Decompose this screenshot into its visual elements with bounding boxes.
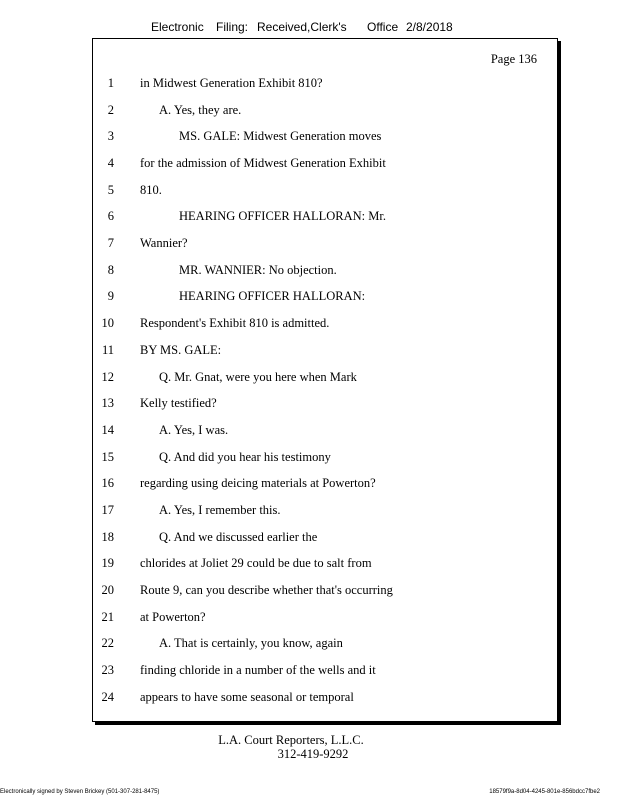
line-text: Route 9, can you describe whether that's occurring	[140, 583, 393, 597]
line-number: 3	[107, 129, 114, 143]
line-number: 6	[107, 209, 114, 223]
line-number: 18	[101, 530, 114, 544]
line-number: 4	[107, 156, 114, 170]
document-hash: 18579f9a-8d04-4245-801e-856bdcc7fbe2	[489, 789, 600, 795]
line-number: 21	[101, 610, 114, 624]
line-number: 19	[101, 556, 114, 570]
line-text: A. Yes, they are.	[159, 103, 242, 117]
line-number: 8	[107, 263, 114, 277]
line-number: 22	[101, 636, 114, 650]
line-text: Wannier?	[140, 236, 188, 250]
header-electronic: Electronic	[151, 20, 204, 34]
header-date: 2/8/2018	[406, 20, 453, 34]
electronic-signature: Electronically signed by Steven Brickey (501-307-281-8475)	[0, 789, 160, 795]
page-number: Page 136	[490, 52, 537, 66]
line-text: regarding using deicing materials at Powerton?	[140, 476, 376, 490]
header-received: Received,Clerk's	[257, 20, 347, 34]
line-number: 2	[107, 103, 114, 117]
line-text: HEARING OFFICER HALLORAN: Mr.	[179, 209, 386, 223]
line-text: MS. GALE: Midwest Generation moves	[179, 129, 382, 143]
line-text: Kelly testified?	[140, 396, 217, 410]
line-number: 13	[101, 396, 114, 410]
line-text: Q. And we discussed earlier the	[159, 530, 318, 544]
line-number: 23	[101, 663, 114, 677]
line-number: 10	[101, 316, 114, 330]
line-text: finding chloride in a number of the wells and it	[140, 663, 376, 677]
header-office: Office	[367, 20, 399, 34]
line-number: 24	[101, 690, 114, 704]
line-number: 7	[107, 236, 114, 250]
line-text: Respondent's Exhibit 810 is admitted.	[140, 316, 330, 330]
line-text: A. Yes, I remember this.	[159, 503, 281, 517]
footer-phone: 312-419-9292	[277, 747, 349, 761]
line-number: 16	[101, 476, 114, 490]
line-text: HEARING OFFICER HALLORAN:	[179, 289, 366, 303]
line-number: 17	[101, 503, 114, 517]
line-number: 14	[101, 423, 114, 437]
line-text: A. Yes, I was.	[159, 423, 229, 437]
line-text: at Powerton?	[140, 610, 206, 624]
line-text: chlorides at Joliet 29 could be due to salt from	[140, 556, 372, 570]
line-text: BY MS. GALE:	[140, 343, 222, 357]
line-number: 12	[101, 370, 114, 384]
line-text: in Midwest Generation Exhibit 810?	[140, 76, 323, 90]
line-text: for the admission of Midwest Generation Exhibit	[140, 156, 386, 170]
line-text: Q. And did you hear his testimony	[159, 450, 331, 464]
line-number: 1	[107, 76, 114, 90]
transcript-page	[92, 38, 558, 722]
footer-company: L.A. Court Reporters, L.L.C.	[218, 733, 364, 747]
line-number: 11	[101, 343, 114, 357]
line-number: 15	[101, 450, 114, 464]
line-text: 810.	[140, 183, 162, 197]
line-text: MR. WANNIER: No objection.	[179, 263, 337, 277]
line-text: appears to have some seasonal or temporal	[140, 690, 354, 704]
line-number: 9	[107, 289, 114, 303]
line-number: 5	[107, 183, 114, 197]
header-filing: Filing:	[216, 20, 249, 34]
line-number: 20	[101, 583, 114, 597]
line-text: Q. Mr. Gnat, were you here when Mark	[159, 370, 357, 384]
line-text: A. That is certainly, you know, again	[159, 636, 343, 650]
